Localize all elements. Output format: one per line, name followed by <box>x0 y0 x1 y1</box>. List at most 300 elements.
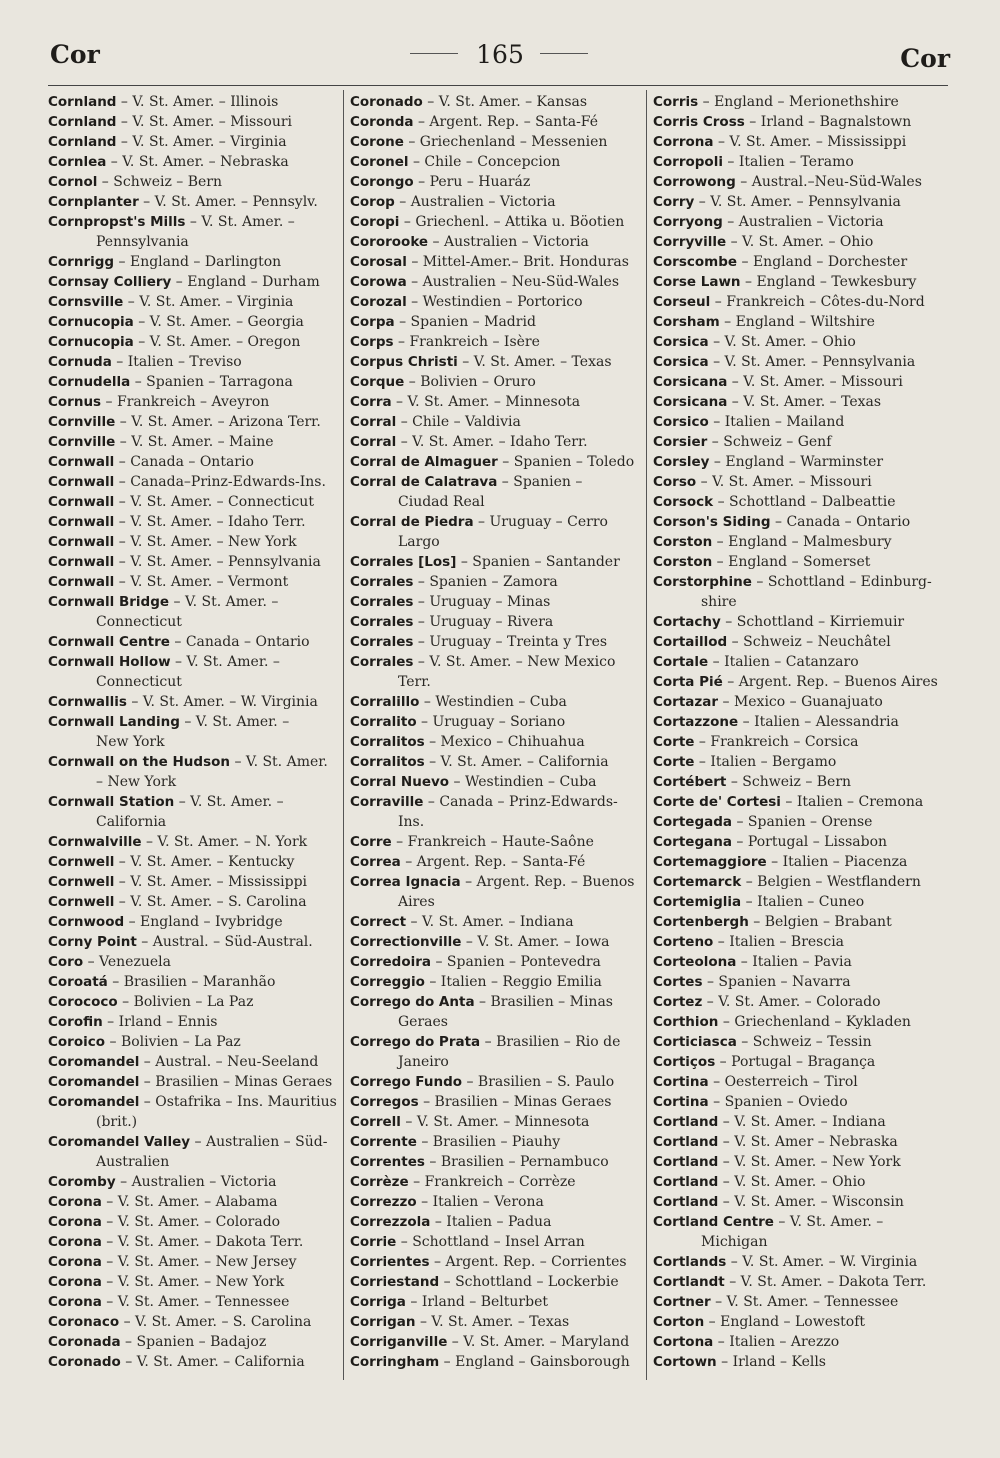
entry-headword: Corthion <box>653 1014 719 1030</box>
entry: Cortegada – Spanien – Orense <box>653 814 873 830</box>
entry-location-continued: Michigan <box>701 1234 768 1250</box>
entry: Cornwall Hollow – V. St. Amer. – <box>48 654 280 670</box>
column-1 <box>48 92 340 1372</box>
entry-location: V. St. Amer. – New Mexico <box>429 654 616 670</box>
entry: Cornville – V. St. Amer. – Arizona Terr. <box>48 414 321 430</box>
entry-headword: Corrowong <box>653 174 736 190</box>
entry-location: Brasilien – Minas Geraes <box>434 1094 612 1110</box>
entry-headword: Cornland <box>48 134 117 150</box>
entry-headword: Coronaco <box>48 1314 120 1330</box>
entry-headword: Correll <box>350 1114 401 1130</box>
entry: Corrego do Anta – Brasilien – Minas <box>350 994 613 1010</box>
entry-location: Spanien – Badajoz <box>136 1334 267 1350</box>
entry-location: Frankreich – Côtes-du-Nord <box>726 294 925 310</box>
entry-headword: Cortiços <box>653 1054 716 1070</box>
entry-headword: Corrales <box>350 574 414 590</box>
entry-headword: Cornwall <box>48 554 115 570</box>
entry-headword: Coroico <box>48 1034 106 1050</box>
entry: Cornol – Schweiz – Bern <box>48 174 223 190</box>
entry-location: V. St. Amer. – Kentucky <box>130 854 295 870</box>
entry-location: V. St. Amer. – Indiana <box>422 914 574 930</box>
entry-headword: Cortez <box>653 994 703 1010</box>
entry: Corpa – Spanien – Madrid <box>350 314 536 330</box>
entry-headword: Cortes <box>653 974 703 990</box>
entry-location: Australien – Victoria <box>410 194 556 210</box>
entry: Corte – Frankreich – Corsica <box>653 734 859 750</box>
entry-location: Frankreich – Aveyron <box>117 394 270 410</box>
entry: Cortez – V. St. Amer. – Colorado <box>653 994 881 1010</box>
entry: Coro – Venezuela <box>48 954 171 970</box>
entry-location: V. St. Amer. – Mississippi <box>130 874 308 890</box>
entry: Corso – V. St. Amer. – Missouri <box>653 474 872 490</box>
entry-location: Austral. – Neu-Seeland <box>155 1054 319 1070</box>
entry: Corny Point – Austral. – Süd-Austral. <box>48 934 313 950</box>
entry-location: Argent. Rep. – Corrientes <box>445 1254 627 1270</box>
entry-headword: Corscombe <box>653 254 738 270</box>
entry: Cornwall Centre – Canada – Ontario <box>48 634 310 650</box>
entry-location: V. St. Amer. – <box>789 1214 884 1230</box>
entry-headword: Cornwell <box>48 854 115 870</box>
entry-location: V. St. Amer. – Indiana <box>734 1114 886 1130</box>
entry: Cornsay Colliery – England – Durham <box>48 274 320 290</box>
entry: Coromandel – Austral. – Neu-Seeland <box>48 1054 319 1070</box>
entry: Corsicana – V. St. Amer. – Texas <box>653 394 882 410</box>
entry: Cortegana – Portugal – Lissabon <box>653 834 888 850</box>
entry: Cororooke – Australien – Victoria <box>350 234 589 250</box>
entry-location: Canada – Ontario <box>130 454 254 470</box>
entry: Cornland – V. St. Amer. – Missouri <box>48 114 293 130</box>
entry-location: V. St. Amer. – S. Carolina <box>135 1314 312 1330</box>
entry: Cornlea – V. St. Amer. – Nebraska <box>48 154 289 170</box>
entry: Coronado – V. St. Amer. – California <box>48 1354 305 1370</box>
entry-headword: Coro <box>48 954 84 970</box>
entry-continuation <box>653 1232 947 1252</box>
entry: Cornwall – V. St. Amer. – Connecticut <box>48 494 314 510</box>
entry-location: V. St. Amer. – <box>186 654 280 670</box>
entry-headword: Cornwall Hollow <box>48 654 171 670</box>
entry: Coromandel Valley – Australien – Süd- <box>48 1134 328 1150</box>
entry-location: V. St. Amer. – Georgia <box>149 314 304 330</box>
entry-headword: Cornwall Station <box>48 794 175 810</box>
entry-headword: Cornplanter <box>48 194 139 210</box>
entry-location: V. St. Amer. – Connecticut <box>130 494 314 510</box>
entry-location: V. St. Amer. – Pennsylvania <box>130 554 321 570</box>
entry-location: Irland – Ennis <box>118 1014 218 1030</box>
entry-headword: Cornville <box>48 414 116 430</box>
entry-location: V. St. Amer. – Missouri <box>712 474 872 490</box>
entry-headword: Correa <box>350 854 401 870</box>
entry-location: Portugal – Bragança <box>731 1054 876 1070</box>
entry-headword: Cortona <box>653 1334 714 1350</box>
entry-headword: Cornus <box>48 394 102 410</box>
entry-location: Uruguay – Soriano <box>432 714 566 730</box>
entry-location: Oesterreich – Tirol <box>724 1074 858 1090</box>
entry-location: V. St. Amer. – S. Carolina <box>130 894 307 910</box>
entry-headword: Corsier <box>653 434 708 450</box>
entry-continuation <box>48 1112 340 1132</box>
entry-location-continued: Ins. <box>398 814 425 830</box>
entry-location: Griechenl. – Attika u. Böotien <box>415 214 625 230</box>
entry: Correct – V. St. Amer. – Indiana <box>350 914 574 930</box>
entry-location: Belgien – Westflandern <box>757 874 921 890</box>
entry-location: Italien – Teramo <box>738 154 854 170</box>
entry: Cornwell – V. St. Amer. – Kentucky <box>48 854 295 870</box>
entry-location: V. St. Amer. – Maine <box>131 434 274 450</box>
entry-headword: Corte de' Cortesi <box>653 794 781 810</box>
entry-location: Italien – Cremona <box>796 794 924 810</box>
entry-headword: Corrales <box>350 614 414 630</box>
entry-location: Italien – Alessandria <box>754 714 899 730</box>
entry-location: Schottland – Edinburg- <box>767 574 932 590</box>
entry-location: V. St. Amer. – New York <box>130 534 297 550</box>
entry-location: V. St. Amer. – W. Virginia <box>742 1254 918 1270</box>
entry-location: Brasilien – Minas <box>490 994 613 1010</box>
entry-headword: Corsham <box>653 314 720 330</box>
entry-headword: Cornwalville <box>48 834 142 850</box>
entry-headword: Corticiasca <box>653 1034 737 1050</box>
entry: Cortlands – V. St. Amer. – W. Virginia <box>653 1254 918 1270</box>
entry-headword: Cornrigg <box>48 254 115 270</box>
entry-location: V. St. Amer. – California <box>440 754 609 770</box>
entry: Corozal – Westindien – Portorico <box>350 294 583 310</box>
entry-location-continued: Ciudad Real <box>398 494 485 510</box>
entry-location: Brasilien – Piauhy <box>432 1134 561 1150</box>
entry-location-continued: Pennsylvania <box>96 234 189 250</box>
column-3 <box>653 92 947 1372</box>
entry-headword: Corral <box>350 414 397 430</box>
entry-headword: Cortland <box>653 1154 719 1170</box>
entry-headword: Corrales <box>350 634 414 650</box>
entry-location: Frankreich – Haute-Saône <box>407 834 594 850</box>
entry-headword: Corsock <box>653 494 714 510</box>
entry-location: Argent. Rep. – Buenos <box>476 874 635 890</box>
entry-headword: Cortaillod <box>653 634 728 650</box>
entry-location: Peru – Huaráz <box>429 174 531 190</box>
entry-headword: Corrente <box>350 1134 417 1150</box>
entry: Corona – V. St. Amer. – Dakota Terr. <box>48 1234 304 1250</box>
entry-headword: Corrona <box>653 134 714 150</box>
entry-location: V. St. Amer. – Virginia <box>139 294 294 310</box>
entry-continuation <box>350 492 642 512</box>
entry-location: England – Ivybridge <box>140 914 283 930</box>
entry: Cornplanter – V. St. Amer. – Pennsylv. <box>48 194 318 210</box>
entry: Corte de' Cortesi – Italien – Cremona <box>653 794 924 810</box>
entry-location: Spanien – Oviedo <box>724 1094 848 1110</box>
entry-headword: Corpa <box>350 314 395 330</box>
entry-headword: Coronel <box>350 154 409 170</box>
entry-headword: Corsico <box>653 414 709 430</box>
column-divider-2 <box>646 90 647 1380</box>
entry-headword: Corse Lawn <box>653 274 741 290</box>
entry-headword: Cornol <box>48 174 98 190</box>
entry: Coromandel – Ostafrika – Ins. Mauritius <box>48 1094 337 1110</box>
entry-location: V. St. Amer. – Minnesota <box>416 1114 590 1130</box>
entry-location: V. St. Amer. – Alabama <box>117 1194 278 1210</box>
entry-headword: Cornwallis <box>48 694 127 710</box>
entry-location: Italien – Pavia <box>752 954 852 970</box>
entry: Correa Ignacia – Argent. Rep. – Buenos <box>350 874 635 890</box>
entry-headword: Corrigan <box>350 1314 416 1330</box>
entry-headword: Cornudella <box>48 374 131 390</box>
entry-continuation <box>48 232 340 252</box>
entry-location: England – Merionethshire <box>714 94 899 110</box>
entry-location: V. St. Amer – Nebraska <box>734 1134 898 1150</box>
entry-location: V. St. Amer. – Virginia <box>132 134 287 150</box>
entry: Corsock – Schottland – Dalbeattie <box>653 494 896 510</box>
entry: Corralitos – V. St. Amer. – California <box>350 754 609 770</box>
entry-headword: Corris <box>653 94 699 110</box>
entry-location: V. St. Amer. – Dakota Terr. <box>117 1234 304 1250</box>
entry-location: England – Warminster <box>725 454 884 470</box>
entry: Corregos – Brasilien – Minas Geraes <box>350 1094 612 1110</box>
entry-headword: Cornwall Centre <box>48 634 170 650</box>
entry-location: Uruguay – Minas <box>429 594 551 610</box>
entry-headword: Cortland <box>653 1174 719 1190</box>
entry-location: England – Durham <box>187 274 320 290</box>
entry-headword: Cornsay Colliery <box>48 274 172 290</box>
entry-headword: Corone <box>350 134 404 150</box>
entry: Corral de Piedra – Uruguay – Cerro <box>350 514 608 530</box>
entry: Cortlandt – V. St. Amer. – Dakota Terr. <box>653 1274 927 1290</box>
entry: Cornus – Frankreich – Aveyron <box>48 394 270 410</box>
entry-location: Mittel-Amer.– Brit. Honduras <box>422 254 629 270</box>
entry-headword: Corofin <box>48 1014 103 1030</box>
entry-location: Australien – Süd- <box>206 1134 328 1150</box>
entry-headword: Correzzo <box>350 1194 417 1210</box>
entry-headword: Corteno <box>653 934 714 950</box>
entry-location: Spanien – Santander <box>472 554 620 570</box>
column-divider-1 <box>343 90 344 1380</box>
entry-location: V. St. Amer. – <box>190 794 284 810</box>
entry-headword: Corralito <box>350 714 417 730</box>
entry-location: Schweiz – Bern <box>113 174 223 190</box>
entry-headword: Cortemarck <box>653 874 742 890</box>
entry: Cornwall on the Hudson – V. St. Amer. <box>48 754 328 770</box>
entry: Corrientes – Argent. Rep. – Corrientes <box>350 1254 627 1270</box>
entry: Corral de Calatrava – Spanien – <box>350 474 583 490</box>
entry-headword: Corral de Almaguer <box>350 454 498 470</box>
entry-headword: Cornucopia <box>48 334 134 350</box>
entry: Corococo – Bolivien – La Paz <box>48 994 254 1010</box>
entry-headword: Corstorphine <box>653 574 752 590</box>
entry-location-continued: Janeiro <box>398 1054 449 1070</box>
entry: Corrales – Uruguay – Minas <box>350 594 551 610</box>
entry-location: V. St. Amer. – Pennsylv. <box>154 194 318 210</box>
entry-headword: Corps <box>350 334 394 350</box>
entry-headword: Coromby <box>48 1174 116 1190</box>
entry: Corrie – Schottland – Insel Arran <box>350 1234 585 1250</box>
entry: Corraville – Canada – Prinz-Edwards- <box>350 794 618 810</box>
entry-headword: Corsica <box>653 334 709 350</box>
entry-location-continued: Connecticut <box>96 674 182 690</box>
page-header <box>0 36 1000 76</box>
entry-continuation <box>48 732 340 752</box>
entry-location: V. St. Amer. – <box>201 214 295 230</box>
entry-location: Canada – Prinz-Edwards- <box>439 794 618 810</box>
entry-headword: Corteolona <box>653 954 737 970</box>
entry-headword: Correa Ignacia <box>350 874 461 890</box>
entry: Corque – Bolivien – Oruro <box>350 374 536 390</box>
entry: Cornville – V. St. Amer. – Maine <box>48 434 274 450</box>
entry: Corsico – Italien – Mailand <box>653 414 845 430</box>
entry: Cortale – Italien – Catanzaro <box>653 654 859 670</box>
entry-location-continued: – New York <box>96 774 177 790</box>
entry-continuation <box>350 1052 642 1072</box>
entry-location: Schottland – Lockerbie <box>455 1274 619 1290</box>
entry-headword: Cornuda <box>48 354 112 370</box>
entry: Cornwalville – V. St. Amer. – N. York <box>48 834 308 850</box>
entry: Corona – V. St. Amer. – Colorado <box>48 1214 281 1230</box>
entry-location: England – Lowestoft <box>720 1314 866 1330</box>
entry: Corrales – Uruguay – Rivera <box>350 614 554 630</box>
entry-location: Uruguay – Cerro <box>489 514 608 530</box>
entry-location: Frankreich – Isère <box>409 334 540 350</box>
entry-location: England – Dorchester <box>752 254 908 270</box>
entry-location: Canada–Prinz-Edwards-Ins. <box>130 474 326 490</box>
entry: Cornwell – V. St. Amer. – S. Carolina <box>48 894 307 910</box>
entry-location: Irland – Belturbet <box>421 1294 548 1310</box>
entry-location: V. St. Amer. – Nebraska <box>122 154 289 170</box>
entry-headword: Corryville <box>653 234 727 250</box>
entry-headword: Corona <box>48 1254 102 1270</box>
header-dash-right <box>540 53 588 54</box>
entry: Corosal – Mittel-Amer.– Brit. Honduras <box>350 254 629 270</box>
entry: Corris – England – Merionethshire <box>653 94 899 110</box>
entry: Correggio – Italien – Reggio Emilia <box>350 974 602 990</box>
entry: Cornland – V. St. Amer. – Illinois <box>48 94 279 110</box>
entry-location: V. St. Amer. – Illinois <box>132 94 279 110</box>
entry-headword: Coronada <box>48 1334 121 1350</box>
entry: Corryville – V. St. Amer. – Ohio <box>653 234 874 250</box>
entry-location: Bolivien – Oruro <box>420 374 536 390</box>
entry-headword: Corson's Siding <box>653 514 771 530</box>
entry-continuation <box>48 1152 340 1172</box>
entry-headword: Cornland <box>48 94 117 110</box>
entry: Cornwall – V. St. Amer. – Idaho Terr. <box>48 514 306 530</box>
entry-location: V. St. Amer. – Missouri <box>743 374 903 390</box>
entry: Corriganville – V. St. Amer. – Maryland <box>350 1334 630 1350</box>
entry-headword: Corrie <box>350 1234 397 1250</box>
entry: Cortland – V. St. Amer. – New York <box>653 1154 901 1170</box>
entry: Corriestand – Schottland – Lockerbie <box>350 1274 619 1290</box>
entry: Corral de Almaguer – Spanien – Toledo <box>350 454 635 470</box>
entry: Corone – Griechenland – Messenien <box>350 134 608 150</box>
entry: Corton – England – Lowestoft <box>653 1314 866 1330</box>
entry: Coromandel – Brasilien – Minas Geraes <box>48 1074 333 1090</box>
entry-headword: Corrales <box>350 594 414 610</box>
entry-headword: Corralillo <box>350 694 420 710</box>
entry-headword: Corsica <box>653 354 709 370</box>
entry: Cortazzone – Italien – Alessandria <box>653 714 899 730</box>
entry-location: V. St. Amer. – Missouri <box>132 114 293 130</box>
entry-location: Schottland – Kirriemuir <box>736 614 905 630</box>
entry-location: Uruguay – Treinta y Tres <box>429 634 608 650</box>
entry: Cornudella – Spanien – Tarragona <box>48 374 293 390</box>
entry: Corona – V. St. Amer. – Alabama <box>48 1194 278 1210</box>
entry-location: V. St. Amer. – Tennessee <box>117 1294 290 1310</box>
entry-location: Italien – Mailand <box>724 414 845 430</box>
entry-headword: Cornwall Landing <box>48 714 180 730</box>
entry: Cortland – V. St. Amer. – Ohio <box>653 1174 866 1190</box>
entry-continuation <box>350 812 642 832</box>
entry-headword: Corral de Piedra <box>350 514 474 530</box>
entry-continuation <box>48 772 340 792</box>
entry-headword: Correctionville <box>350 934 462 950</box>
entry-headword: Coroatá <box>48 974 108 990</box>
entry: Coromby – Australien – Victoria <box>48 1174 277 1190</box>
entry-headword: Cortland <box>653 1114 719 1130</box>
entry-location: Venezuela <box>99 954 171 970</box>
entry-location: Frankreich – Corrèze <box>424 1174 576 1190</box>
entry-headword: Corosal <box>350 254 407 270</box>
entry-location: Spanien – Toledo <box>513 454 635 470</box>
entry: Coroatá – Brasilien – Maranhão <box>48 974 276 990</box>
entry-location: Spanien – Tarragona <box>146 374 293 390</box>
entry-headword: Corrego do Anta <box>350 994 475 1010</box>
entry-location-continued: Aires <box>398 894 435 910</box>
entry-headword: Corrego Fundo <box>350 1074 463 1090</box>
entry-location: Spanien – Orense <box>747 814 873 830</box>
entry: Cornwall – V. St. Amer. – New York <box>48 534 297 550</box>
entry: Correzzola – Italien – Padua <box>350 1214 552 1230</box>
entry-location: Canada – Ontario <box>786 514 911 530</box>
entry-continuation <box>48 612 340 632</box>
entry-location: V. St. Amer. – N. York <box>157 834 308 850</box>
entry: Corral – V. St. Amer. – Idaho Terr. <box>350 434 588 450</box>
entry-headword: Corona <box>48 1194 102 1210</box>
entry-location: Westindien – Cuba <box>464 774 597 790</box>
entry-headword: Cornland <box>48 114 117 130</box>
entry-headword: Corte <box>653 754 695 770</box>
entry-location: Italien – Cuneo <box>757 894 865 910</box>
entry-headword: Corrientes <box>350 1254 430 1270</box>
entry-headword: Cortegada <box>653 814 732 830</box>
entry-headword: Cornville <box>48 434 116 450</box>
entry-headword: Cortachy <box>653 614 721 630</box>
entry-location: Schweiz – Genf <box>723 434 832 450</box>
entry-headword: Cornwell <box>48 874 115 890</box>
entry-location: Chile – Concepcion <box>424 154 561 170</box>
entry-location-continued: Terr. <box>398 674 431 690</box>
entry-location: V. St. Amer. – Vermont <box>130 574 289 590</box>
entry: Corrèze – Frankreich – Corrèze <box>350 1174 576 1190</box>
entry: Cornwell – V. St. Amer. – Mississippi <box>48 874 308 890</box>
entry-headword: Coronado <box>48 1354 121 1370</box>
entry-headword: Corralitos <box>350 734 425 750</box>
entry-location: V. St. Amer. – Dakota Terr. <box>740 1274 927 1290</box>
entry: Correa – Argent. Rep. – Santa-Fé <box>350 854 586 870</box>
entry-location: Italien – Brescia <box>729 934 845 950</box>
entry: Corte – Italien – Bergamo <box>653 754 837 770</box>
entry: Corralillo – Westindien – Cuba <box>350 694 567 710</box>
entry: Corthion – Griechenland – Kykladen <box>653 1014 911 1030</box>
entry: Coronel – Chile – Concepcion <box>350 154 561 170</box>
entry: Corscombe – England – Dorchester <box>653 254 908 270</box>
entry: Cortemiglia – Italien – Cuneo <box>653 894 865 910</box>
entry-location-continued: Connecticut <box>96 614 182 630</box>
entry-location: Brasilien – Maranhão <box>123 974 276 990</box>
entry-headword: Cortemaggiore <box>653 854 767 870</box>
entry-headword: Coronda <box>350 114 414 130</box>
entry-headword: Corriganville <box>350 1334 448 1350</box>
entry-headword: Cornwall <box>48 574 115 590</box>
entry-headword: Cornwall <box>48 494 115 510</box>
entry-headword: Corowa <box>350 274 407 290</box>
entry-location-continued: shire <box>701 594 737 610</box>
entry-location: Spanien – <box>513 474 583 490</box>
entry: Cortown – Irland – Kells <box>653 1354 826 1370</box>
entry: Correll – V. St. Amer. – Minnesota <box>350 1114 590 1130</box>
